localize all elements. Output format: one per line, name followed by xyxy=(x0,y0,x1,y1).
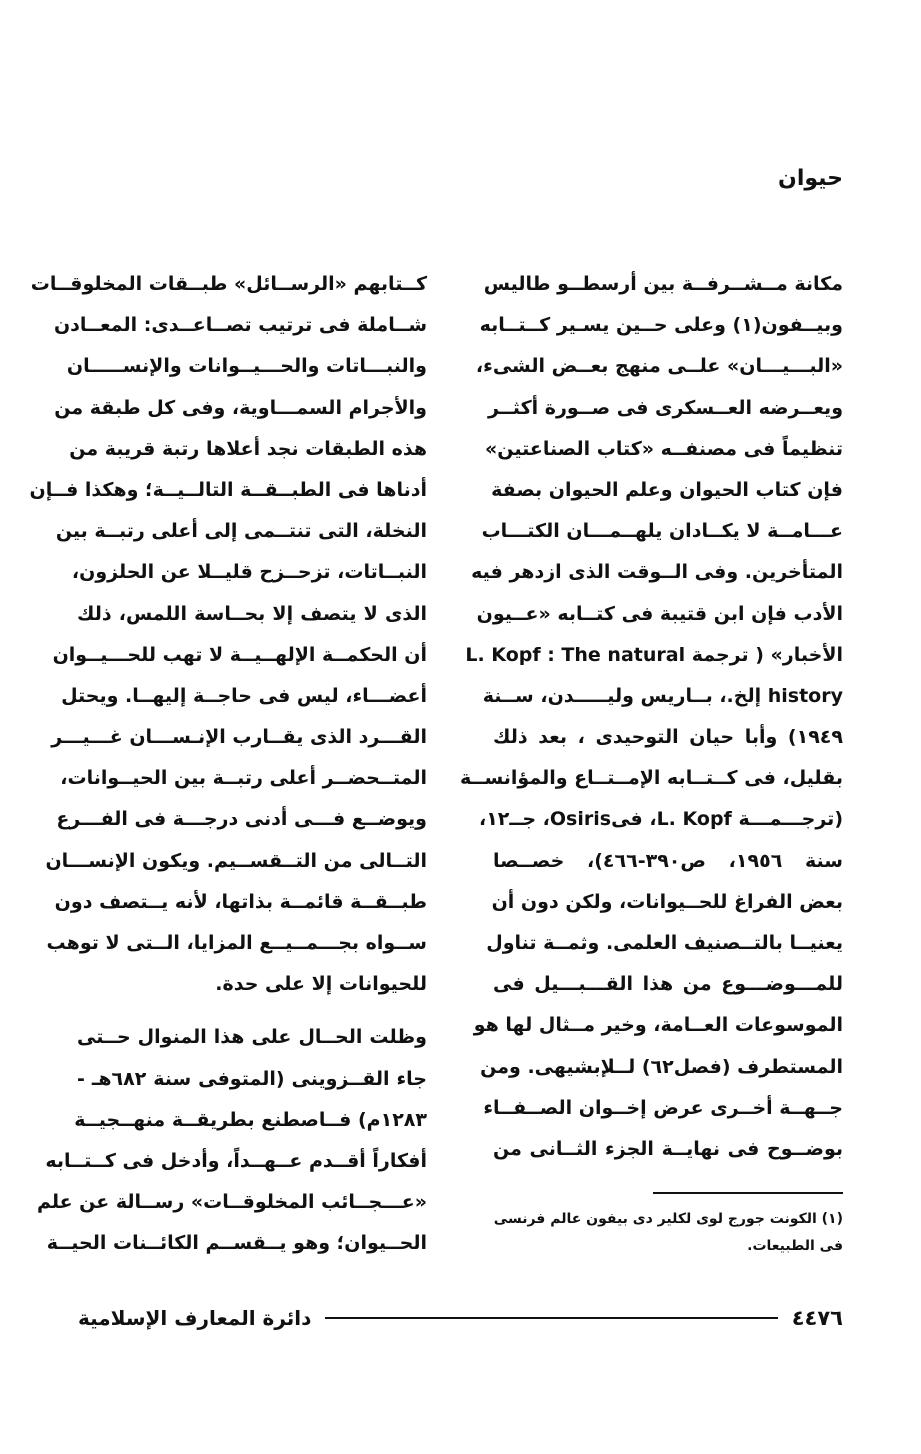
text-line: والنبـــاتات والحـــيــوانات والإنســـــان xyxy=(66,355,427,378)
text-line: عـــامــة لا يكــادان يلهــمـــان الكتـــاب xyxy=(481,520,843,543)
text-line: أدناها فى الطبــقــة التالــيــة؛ وهكذا فــإن xyxy=(29,478,427,501)
text-line: أفكاراً أقــدم عــهــداً، وأدخل فى كــتــابه xyxy=(45,1149,427,1172)
text-line: بعض الفراغ للحــيوانات، ولكن دون أن xyxy=(491,890,843,913)
text-line: جــهــة أخــرى عرض إخــوان الصــفــاء xyxy=(483,1096,843,1119)
text-line: للحيوانات إلا على حدة. xyxy=(215,973,427,996)
footnote-divider xyxy=(653,1192,843,1194)
text-line: الموسوعات العــامة، وخير مــثال لها هو xyxy=(473,1014,843,1037)
text-line: وظلت الحــال على هذا المنوال حــتى xyxy=(77,1026,427,1049)
text-line: هذه الطبقات نجد أعلاها رتبة قريبة من xyxy=(69,437,427,460)
text-line: بقليل، فى كــتــابه الإمــتــاع والمؤانســة xyxy=(459,767,843,790)
text-line: الحــيوان؛ وهو يــقســم الكائــنات الحيــة xyxy=(46,1232,427,1255)
paragraph-gap xyxy=(77,1005,427,1017)
text-line: طبــقــة قائمــة بذاتها، لأنه يــتصف دون xyxy=(54,890,427,913)
running-header: حيوان xyxy=(778,166,843,191)
right-column xyxy=(459,264,843,1170)
footnote-line: (١) الكونت جورج لوى لكلير دى بيفون عالم فرنسى xyxy=(493,1211,843,1227)
text-line: للمـــوضـــوع من هذا القـــبـــيل فى xyxy=(493,973,843,996)
text-line: المستطرف (فصل٦٢) لــلإبشيهى. ومن xyxy=(480,1055,843,1078)
text-line: الأخبار» ( ترجمة L. Kopf : The natural xyxy=(465,643,843,666)
text-line: التــالى من التــقســيم. ويكون الإنســـان xyxy=(45,849,427,872)
text-line: ســواه بجـــمــيــع المزايا، الــتى لا توهب xyxy=(46,932,427,954)
text-line: جاء القــزوينى (المتوفى سنة ٦٨٢هـ - xyxy=(77,1067,427,1090)
text-line: ويوضــع فـــى أدنى درجـــة فى الفـــرع xyxy=(56,808,427,831)
text-line: شــاملة فى ترتيب تصــاعــدى: المعــادن xyxy=(53,314,427,337)
text-line: ١٩٤٩) وأبا حيان التوحيدى ، بعد ذلك xyxy=(493,726,843,749)
text-line: ١٢٨٣م) فــاصطنع بطريقــة منهــجيــة xyxy=(74,1108,427,1131)
text-line: والأجرام السمـــاوية، وفى كل طبقة من xyxy=(54,396,427,419)
publication-title: دائرة المعارف الإسلامية xyxy=(78,1306,312,1330)
text-line: أعضـــاء، ليس فى حاجــة إليهــا. ويحتل xyxy=(61,684,427,707)
footnote xyxy=(493,1206,843,1260)
text-line: يعنيــا بالتــصنيف العلمى. وثمــة تناول xyxy=(486,932,843,954)
text-line: الذى لا يتصف إلا بحــاسة اللمس، ذلك xyxy=(77,602,427,625)
text-line: المتأخرين. وفى الــوقت الذى ازدهر فيه xyxy=(471,561,843,584)
footer-divider xyxy=(325,1317,777,1319)
text-line: سنة ١٩٥٦، ص٣٩٠-٤٦٦)، خصــصا xyxy=(493,849,843,872)
text-line: «البـــيـــان» علــى منهج بعــض الشىء، xyxy=(475,355,843,378)
page-number: ٤٤٧٦ xyxy=(791,1306,843,1330)
text-line: بوضــوح فى نهايــة الجزء الثــانى من xyxy=(493,1137,843,1160)
text-line: القـــرد الذى يقــارب الإنـســـان غـــيـــر xyxy=(51,726,427,749)
text-line: ويعــرضه العــسكرى فى صــورة أكثــر xyxy=(488,396,843,419)
text-line: تنظيماً فى مصنفــه «كتاب الصناعتين» xyxy=(484,437,843,460)
text-line: وبيــفون(١) وعلى حــين يسـير كــتــابه xyxy=(479,314,843,337)
text-line: أن الحكمــة الإلهــيــة لا تهب للحـــيــوان xyxy=(52,643,427,666)
text-line: «عـــجــائب المخلوقــات» رســالة عن علم xyxy=(36,1191,427,1214)
text-line: الأدب فإن ابن قتيبة فى كتــابه «عــيون xyxy=(476,602,843,625)
text-line: النخلة، التى تنتــمى إلى أعلى رتبــة بين xyxy=(55,520,427,543)
text-line: history إلخ.، بــاريس وليـــــدن، ســنة xyxy=(482,684,843,707)
text-line: فإن كتاب الحيوان وعلم الحيوان بصفة xyxy=(491,478,843,501)
left-column xyxy=(29,264,427,1265)
text-line: مكانة مــشــرفــة بين أرسطــو طاليس xyxy=(483,273,843,295)
text-line: المتــحضــر أعلى رتبــة بين الحيــوانات، xyxy=(60,767,427,790)
text-line: النبــاتات، تزحــزح قليــلا عن الحلزون، xyxy=(71,561,427,584)
text-line: (ترجـــمـــة L. Kopf، فىOsiris، جــ١٢، xyxy=(478,808,843,831)
page-footer xyxy=(78,1303,843,1333)
footnote-line: فى الطبيعات. xyxy=(747,1238,843,1254)
text-line: كــتابهم «الرســائل» طبــقات المخلوقــات xyxy=(30,273,427,295)
